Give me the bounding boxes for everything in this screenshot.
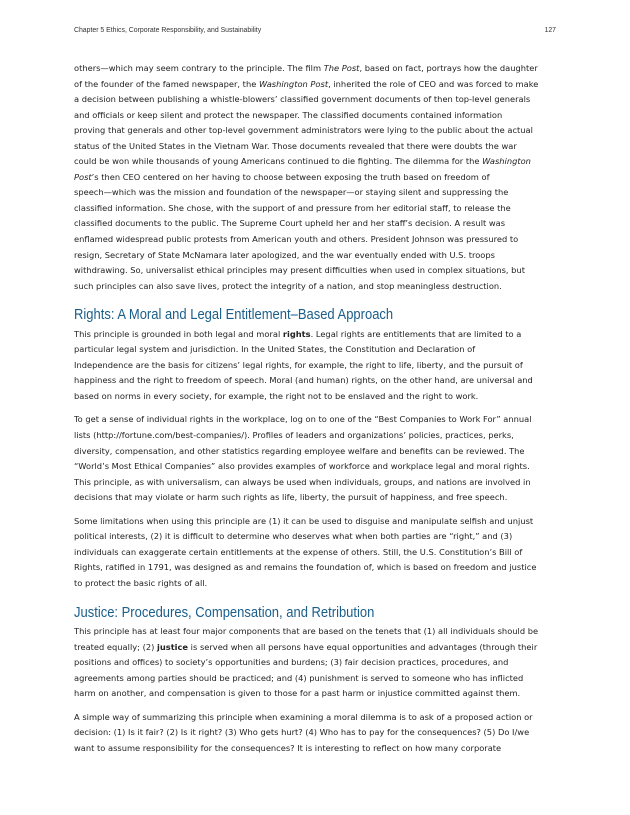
text-line: proving that generals and other top-level government administrators were lying to the public about the actual bbox=[74, 125, 533, 136]
text-line: individuals can exaggerate certain entitlements at the expense of others. Still, the U.S. Constitution’s Bill of bbox=[74, 546, 523, 557]
text-line: want to assume responsibility for the consequences? It is interesting to reflect on how many corporate bbox=[74, 742, 502, 753]
chapter-title: Chapter 5 Ethics, Corporate Responsibility, and Sustainability bbox=[74, 27, 262, 34]
text-line: and officials or keep silent and protect the newspaper. The classified documents contained information bbox=[74, 109, 503, 120]
paragraph-rights-1 bbox=[74, 327, 557, 405]
paragraph-intro bbox=[74, 61, 557, 294]
text-line: A simple way of summarizing this principle when examining a moral dilemma is to ask of a proposed action or bbox=[74, 711, 533, 722]
text-line: of the founder of the famed newspaper, the Washington Post, inherited the role of CEO and was forced to make bbox=[74, 78, 539, 89]
text-line: enflamed widespread public protests from American youth and others. President Johnson was pressured to bbox=[74, 234, 519, 245]
section-heading-justice: Justice: Procedures, Compensation, and Retribution bbox=[74, 604, 375, 621]
paragraph-rights-2 bbox=[74, 412, 557, 505]
text-line: lists (http://fortune.com/best-companies/). Profiles of leaders and organizations’ policies, practices, perks, bbox=[74, 430, 514, 441]
section-heading-rights: Rights: A Moral and Legal Entitlement–Based Approach bbox=[74, 307, 394, 324]
text-line: harm on another, and compensation is given to those for a past harm or injustice committed against them. bbox=[74, 688, 521, 699]
text-line: diversity, compensation, and other statistics regarding employee welfare and benefits can be reviewed. The bbox=[74, 445, 525, 456]
text-line: Post’s then CEO centered on her having to choose between exposing the truth based on freedom of bbox=[74, 171, 490, 182]
text-line: speech—which was the mission and foundation of the newspaper—or staying silent and suppressing the bbox=[74, 187, 509, 198]
text-line: decision: (1) Is it fair? (2) Is it right? (3) Who gets hurt? (4) Who has to pay for the consequences? (5) Do I/we bbox=[74, 727, 530, 738]
text-line: political interests, (2) it is difficult to determine who deserves what when both parties are “right,” and (3) bbox=[74, 531, 513, 542]
text-line: positions and offices) to society’s opportunities and burdens; (3) fair decision practices, procedures, and bbox=[74, 657, 509, 668]
key-term-justice: justice bbox=[157, 641, 189, 652]
body-content bbox=[74, 61, 557, 764]
text-line: “World’s Most Ethical Companies” also provides examples of workforce and workplace legal and moral rights. bbox=[74, 461, 530, 472]
text-line: decisions that may violate or harm such rights as life, liberty, the pursuit of happiness, and free speech. bbox=[74, 492, 508, 503]
newspaper-name: Post bbox=[74, 171, 92, 182]
text-line: agreements among parties should be practiced; and (4) punishment is served to someone who has inflicted bbox=[74, 672, 524, 683]
text-line: Some limitations when using this principle are (1) it can be used to disguise and manipulate selfish and unjust bbox=[74, 515, 534, 526]
text-line: others—which may seem contrary to the principle. The film The Post, based on fact, portrays how the daughter bbox=[74, 63, 538, 73]
text-line: treated equally; (2) justice is served when all persons have equal opportunities and advantages (through their bbox=[74, 641, 538, 652]
text-line: This principle is grounded in both legal and moral rights. Legal rights are entitlements that are limited to a bbox=[74, 328, 522, 339]
text-line: happiness and the right to freedom of speech. Moral (and human) rights, on the other hand, are universal and bbox=[74, 375, 533, 386]
page-number: 127 bbox=[544, 27, 556, 34]
key-term-rights: rights bbox=[282, 328, 311, 339]
paragraph-justice-1 bbox=[74, 624, 557, 702]
text-line: Independence are the basis for citizens’ legal rights, for example, the right to life, liberty, and the pursuit of bbox=[74, 359, 523, 370]
paragraph-rights-3 bbox=[74, 514, 557, 592]
text-line: To get a sense of individual rights in the workplace, log on to one of the “Best Companies to Work For” annual bbox=[74, 414, 532, 425]
text-line: a decision between publishing a whistle-blowers’ classified government documents of then top-level generals bbox=[74, 94, 531, 105]
text-line: to protect the basic rights of all. bbox=[74, 577, 208, 588]
running-header bbox=[74, 27, 556, 34]
paragraph-justice-2 bbox=[74, 710, 557, 757]
text-line: resign, Secretary of State McNamara later apologized, and the war eventually ended with U.S. troops bbox=[74, 249, 495, 260]
newspaper-name: Washington Post bbox=[258, 78, 329, 89]
text-line: such principles can also save lives, protect the integrity of a nation, and stop meaningless destruction. bbox=[74, 280, 502, 291]
text-line: withdrawing. So, universalist ethical principles may present difficulties when used in complex situations, but bbox=[74, 265, 525, 276]
film-title: The Post bbox=[323, 63, 360, 73]
newspaper-name: Washington bbox=[482, 156, 531, 167]
text-line: could be won while thousands of young Americans continued to die fighting. The dilemma for the Washington bbox=[74, 156, 531, 167]
text-line: Rights, ratified in 1791, was designed as and remains the foundation of, which is based on freedom and justice bbox=[74, 562, 537, 573]
text-line: classified documents to the public. The Supreme Court upheld her and her staff’s decision. A result was bbox=[74, 218, 506, 229]
text-line: status of the United States in the Vietnam War. Those documents revealed that there were doubts the war bbox=[74, 140, 517, 151]
text-line: This principle has at least four major components that are based on the tenets that (1) all individuals should be bbox=[74, 626, 539, 637]
text-line: classified information. She chose, with the support of and pressure from her editorial staff, to release the bbox=[74, 202, 511, 213]
text-line: based on norms in every society, for example, the right not to be enslaved and the right to work. bbox=[74, 390, 479, 401]
text-line: particular legal system and jurisdiction. In the United States, the Constitution and Declaration of bbox=[74, 344, 476, 355]
text-line: This principle, as with universalism, can always be used when individuals, groups, and nations are involved in bbox=[74, 476, 531, 487]
